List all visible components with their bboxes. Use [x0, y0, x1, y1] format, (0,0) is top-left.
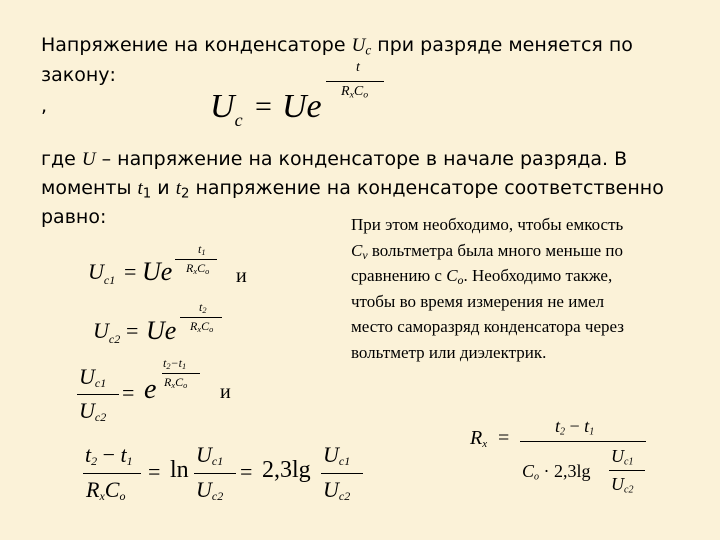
conj-and-2: и	[220, 381, 231, 403]
main-formula-lhs: U	[210, 88, 235, 125]
f3-den: $U_{c2}$	[79, 398, 107, 424]
f5-eq: =	[498, 427, 510, 449]
f1-exp-den: $R_xC_o$	[186, 261, 210, 277]
f3-exp-den: $R_xC_o$	[164, 375, 188, 391]
side-note	[351, 212, 681, 365]
f3-bar	[77, 394, 119, 395]
f4-bar1	[83, 473, 141, 474]
intro-comma: ,	[41, 95, 48, 117]
f4-num2: $U_{c1}$	[196, 442, 224, 468]
where-line-1: где U – напряжение на конденсаторе в начале разряда. В	[41, 148, 628, 170]
f2-rhs: Ue	[146, 316, 177, 345]
intro-line-1: Напряжение на конденсаторе $U_c$ при разряде меняется по	[41, 34, 633, 58]
f4-num1: $t_2 - t_1$	[85, 442, 133, 468]
f3-base: e	[144, 374, 157, 405]
f2-exp-bar	[180, 317, 222, 318]
f4-num3: $U_{c1}$	[323, 442, 351, 468]
side-note-line-1: При этом необходимо, чтобы емкость	[351, 215, 624, 234]
f4-bar3	[321, 473, 363, 474]
f1-lhs: U	[88, 259, 104, 284]
f5-den-num: $U_{c1}$	[611, 446, 634, 468]
slide: Напряжение на конденсаторе $U_c$ при разряде меняется по закону: , $U_c$ = Ue t $R_xC_o$ где U – напряжение на конденсаторе в начале разряда. В моменты $t_1$ и $t_2$ напряжение на конденсаторе соответственно равно: При этом необходимо, чтобы емкость $C_v$ вольтметра была много меньше по сравнению с $C_o$. Необходимо также, чтобы во время измерения не имел место саморазряд конденсатора через вольтметр или диэлектрик. $U_{c1}$ = Ue $t_1$ $R_xC_o$ и $U_{c2}$ = Ue $t_2$ $R_xC_o$ $U_{c1}$ $U_{c2}$ = e $t_2-t_1$ $R_xC_o$ и $t_2 - t_1$ $R_xC_o$ = ln $U_{c1}$ $U_{c2}$ = 2,3lg $U_{c1}$ $U_{c2}$ $R_x$ = $t_2 - t_1$ $C_o \cdot 2,3\lg$ $U_{c1}$ $U_{c2}$	[0, 0, 720, 540]
f1-exp-bar	[175, 259, 217, 260]
f4-eq2: =	[240, 459, 253, 484]
f5-den-den: $U_{c2}$	[611, 474, 634, 496]
main-formula-rhs: Ue	[282, 88, 322, 125]
f3-exp-num: $t_2-t_1$	[163, 356, 187, 372]
main-formula-eq: =	[255, 90, 272, 123]
side-note-line-5: место саморазряд конденсатора через	[351, 317, 624, 336]
f5-den-bar	[609, 470, 645, 471]
f5-lhs: $R_x$	[470, 427, 488, 450]
intro-line-2: закону:	[41, 64, 116, 86]
f5-bar	[520, 441, 646, 442]
side-note-line-4: чтобы во время измерения не имел	[351, 291, 605, 311]
f3-eq: =	[122, 380, 135, 405]
f1-exp-num: $t_1$	[198, 242, 206, 258]
f2-lhs: U	[93, 318, 109, 343]
where-line-3: равно:	[41, 206, 107, 228]
main-exp-num: t	[356, 60, 360, 75]
f4-coef: 2,3lg	[262, 457, 311, 483]
f2-exp-num: $t_2$	[199, 300, 207, 316]
f4-bar2	[194, 473, 236, 474]
f5-num: $t_2 - t_1$	[555, 416, 595, 438]
main-exp-den: $R_xC_o$	[341, 84, 369, 101]
f3-exp-bar	[162, 373, 200, 374]
f1-rhs: Ue	[142, 257, 173, 286]
f4-ln: ln	[170, 457, 189, 483]
f4-den3: $U_{c2}$	[323, 477, 351, 503]
side-note-line-2: $C_v$ вольтметра была много меньше по	[351, 240, 623, 262]
main-exp-bar	[326, 81, 384, 82]
f3-num: $U_{c1}$	[79, 364, 107, 390]
where-line-2: моменты $t_1$ и $t_2$ напряжение на конденсаторе соответственно	[41, 177, 664, 202]
f5-den: $C_o \cdot 2,3\lg$	[522, 461, 591, 483]
f4-eq1: =	[148, 459, 161, 484]
f4-den2: $U_{c2}$	[196, 477, 224, 503]
conj-and-1: и	[236, 265, 247, 287]
f4-den1: $R_xC_o$	[86, 477, 126, 503]
f1-eq: =	[124, 259, 137, 284]
f2-exp-den: $R_xC_o$	[190, 319, 214, 335]
f2-eq: =	[126, 318, 139, 343]
side-note-line-3: сравнению с $C_o$. Необходимо также,	[351, 266, 613, 287]
side-note-line-6: вольтметр или диэлектрик.	[351, 342, 547, 362]
